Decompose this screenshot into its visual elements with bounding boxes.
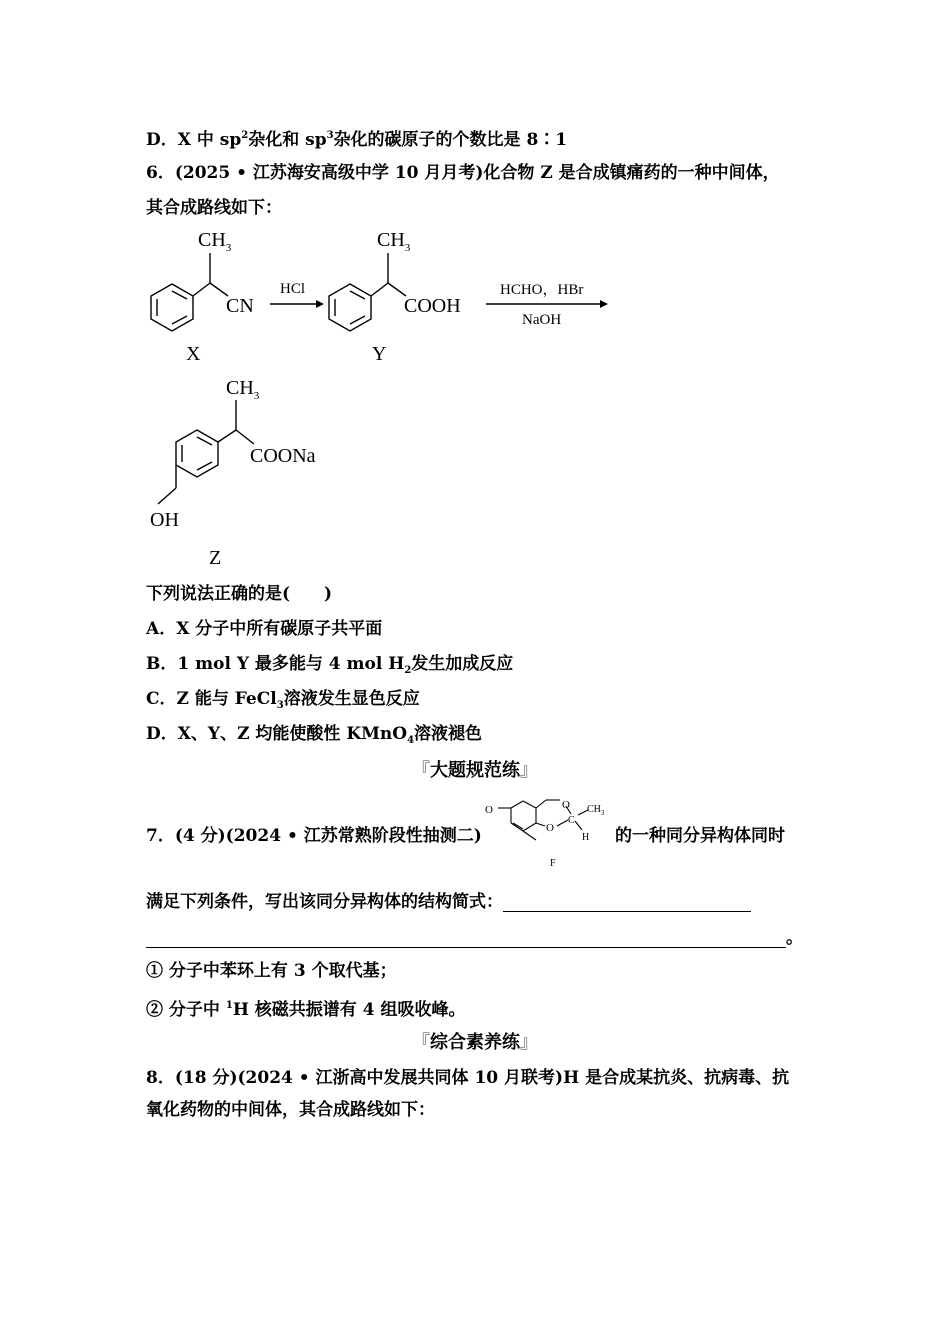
q7-stem-prefix: 7．(4 分)(2024 • 江苏常熟阶段性抽测二) [146,826,482,846]
q6-question: 下列说法正确的是( ) [146,584,333,604]
x-ch3-label: $CH_3$ [198,229,232,254]
arrow2-reagent-bottom: NaOH [522,312,562,328]
section-heading-comprehensive: 『综合素养练』 [412,1032,538,1053]
q7-condition-1: ① 分子中苯环上有 3 个取代基； [146,961,397,981]
q6-option-d: D．X、Y、Z 均能使酸性 KMnO$_4$溶液褪色 [146,724,483,746]
z-compound-label: Z [209,547,222,569]
q7-molecule-structure [480,788,615,874]
q8-stem-line1: 8．(18 分)(2024 • 江浙高中发展共同体 10 月联考)H 是合成某抗炎、抗病毒、抗 [146,1068,790,1088]
q6-synthesis-scheme [0,220,950,580]
z-coona-label: COONa [250,445,316,467]
q6-stem-line2: 其合成路线如下： [146,198,282,218]
q8-stem-line2: 氧化药物的中间体，其合成路线如下： [146,1100,435,1120]
answer-blank-1[interactable] [503,893,751,912]
answer-blank-2[interactable] [146,929,786,948]
hydrogen-label: H [582,832,590,843]
q7-line3: 。 [146,927,803,949]
q6-option-c: C．Z 能与 FeCl$_3$溶液发生显色反应 [146,689,420,711]
acetal-carbon: C [568,815,575,826]
y-cooh-label: COOH [404,295,461,317]
arrow1-reagent: HCl [280,281,306,297]
q5-option-d: D．X 中 $sp^2$杂化和 $sp^3$杂化的碳原子的个数比是 8∶1 [146,130,568,150]
ring-oxygen-bottom: O [546,822,554,834]
fluorine-label: F [550,858,556,869]
q6-stem-line1: 6．(2025 • 江苏海安高级中学 10 月月考)化合物 Z 是合成镇痛药的一种中间体， [146,163,780,183]
q7-condition-2: ② 分子中 $^1$H 核磁共振谱有 4 组吸收峰。 [146,1000,466,1020]
x-compound-label: X [186,343,201,365]
arrow2-head [600,300,608,308]
q6-option-a: A．X 分子中所有碳原子共平面 [146,619,383,639]
x-cn-label: CN [226,295,254,317]
q7-stem-suffix: 的一种同分异构体同时 [615,826,785,846]
keto-oxygen: O [485,804,493,816]
section-heading-practice: 『大题规范练』 [412,760,538,781]
arrow2-reagent-top: HCHO，HBr [500,282,584,298]
y-ch3-label: $CH_3$ [377,229,411,254]
z-ch3-label: $CH_3$ [226,377,260,402]
z-oh-label: OH [150,509,179,531]
q7-line2: 满足下列条件，写出该同分异构体的结构简式： [146,891,751,913]
ring-oxygen-top: O [562,799,570,811]
arrow1-head [316,300,324,308]
y-compound-label: Y [372,343,387,365]
methyl-label: $CH_3$ [587,804,605,817]
q6-option-b: B．1 mol Y 最多能与 4 mol $H_2$发生加成反应 [146,654,514,676]
